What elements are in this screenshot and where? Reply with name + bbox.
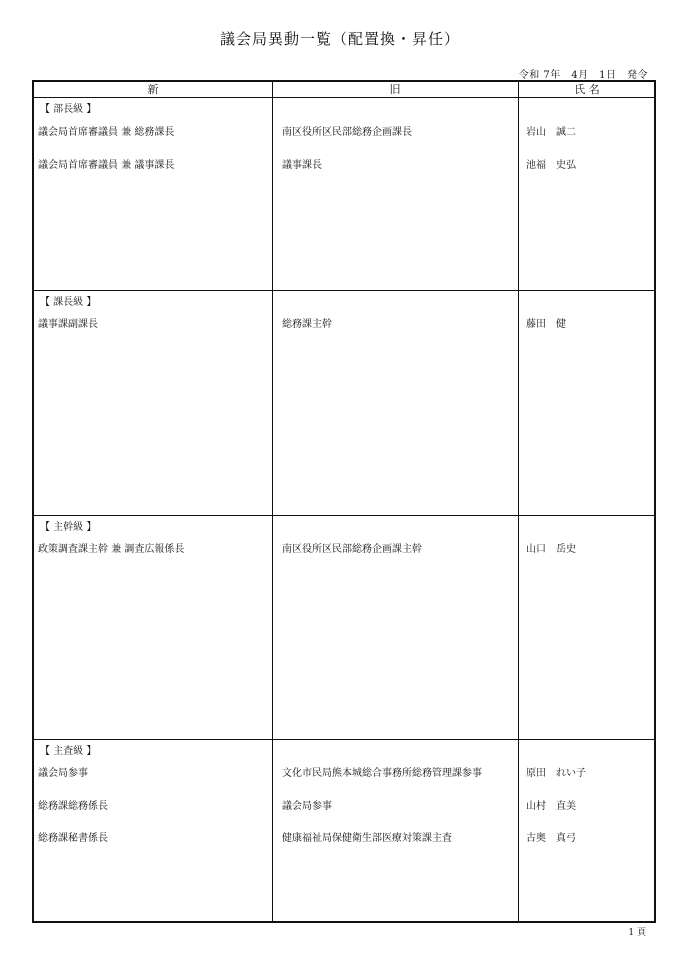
column-header-name: 氏 名 (574, 83, 600, 96)
section-label: 【 部長級 】 (40, 104, 97, 115)
cell-name: 岩山 誠二 (526, 127, 576, 138)
cell-old: 南区役所区民部総務企画課長 (282, 127, 412, 138)
cell-name: 藤田 健 (526, 319, 566, 330)
cell-old: 総務課主幹 (282, 319, 332, 330)
cell-new: 総務課秘書係長 (38, 833, 108, 844)
cell-old: 南区役所区民部総務企画課主幹 (282, 544, 422, 555)
cell-old: 健康福祉局保健衛生部医療対策課主査 (282, 833, 452, 844)
cell-new: 議会局参事 (38, 768, 88, 779)
cell-name: 池福 史弘 (526, 160, 576, 171)
cell-old: 議会局参事 (282, 801, 332, 812)
document-title: 議会局異動一覧（配置換・昇任） (219, 30, 460, 48)
section-label: 【 主査級 】 (40, 746, 97, 757)
cell-old: 文化市民局熊本城総合事務所総務管理課参事 (282, 768, 482, 779)
cell-old: 議事課長 (282, 160, 322, 171)
section-bucho (34, 98, 654, 291)
cell-name: 原田 れい子 (526, 768, 586, 779)
section-shukan (34, 516, 654, 739)
section-kacho (34, 291, 654, 515)
column-header-old: 旧 (389, 83, 401, 96)
page-number: 1 頁 (628, 928, 646, 938)
section-shusa (34, 740, 654, 921)
cell-new: 政策調査課主幹 兼 調査広報係長 (38, 544, 185, 555)
cell-new: 議会局首席審議員 兼 議事課長 (38, 160, 175, 171)
issue-date: 令和 7年 4月 1日 発令 (518, 70, 648, 81)
cell-new: 総務課総務係長 (38, 801, 108, 812)
cell-name: 山村 直美 (526, 801, 576, 812)
cell-new: 議会局首席審議員 兼 総務課長 (38, 127, 175, 138)
section-label: 【 主幹級 】 (40, 522, 97, 533)
section-label: 【 課長級 】 (40, 297, 97, 308)
personnel-table (32, 80, 656, 923)
cell-new: 議事課副課長 (38, 319, 98, 330)
cell-name: 古奥 真弓 (526, 833, 576, 844)
cell-name: 山口 岳史 (526, 544, 576, 555)
column-header-new: 新 (147, 83, 159, 96)
